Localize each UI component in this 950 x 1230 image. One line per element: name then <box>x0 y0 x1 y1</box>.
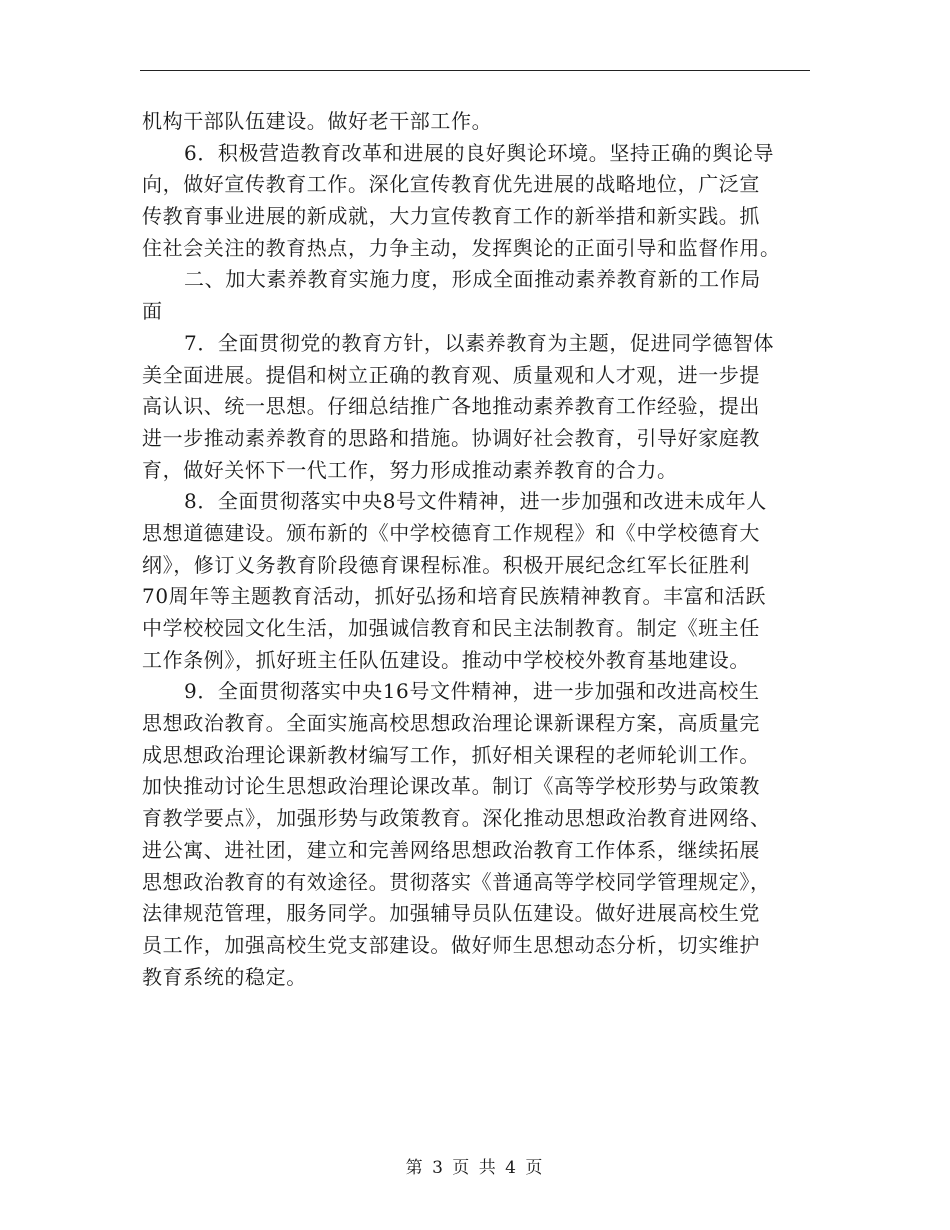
text-line: 员工作，加强高校生党支部建设。做好师生思想动态分析，切实维护 <box>142 932 760 957</box>
text-line: 思想道德建设。颁布新的《中学校德育工作规程》和《中学校德育大 <box>142 520 760 545</box>
text-line: 育教学要点》，加强形势与政策教育。深化推动思想政治教育进网络、 <box>142 806 771 831</box>
text-line: 9．全面贯彻落实中央16号文件精神，进一步加强和改进高校生 <box>184 679 760 704</box>
page-footer: 第 3 页 共 4 页 <box>405 1158 545 1178</box>
text-line: 二、加大素养教育实施力度，形成全面推动素养教育新的工作局 <box>184 267 761 292</box>
text-line: 成思想政治理论课新教材编写工作，抓好相关课程的老师轮训工作。 <box>142 742 760 767</box>
text-line: 住社会关注的教育热点，力争主动，发挥舆论的正面引导和监督作用。 <box>142 235 781 260</box>
header-rule <box>140 70 810 71</box>
text-line: 6．积极营造教育改革和进展的良好舆论环境。坚持正确的舆论导 <box>184 140 775 165</box>
text-line: 教育系统的稳定。 <box>142 964 307 989</box>
text-line: 法律规范管理，服务同学。加强辅导员队伍建设。做好进展高校生党 <box>142 901 760 926</box>
text-line: 传教育事业进展的新成就，大力宣传教育工作的新举措和新实践。抓 <box>142 204 760 229</box>
text-line: 工作条例》，抓好班主任队伍建设。推动中学校校外教育基地建设。 <box>142 647 750 672</box>
text-line: 思想政治教育的有效途径。贯彻落实《普通高等学校同学管理规定》， <box>142 869 771 894</box>
text-line: 思想政治教育。全面实施高校思想政治理论课新课程方案，高质量完 <box>142 711 760 736</box>
text-line: 中学校校园文化生活，加强诚信教育和民主法制教育。制定《班主任 <box>142 616 760 640</box>
text-line: 美全面进展。提倡和树立正确的教育观、质量观和人才观，进一步提 <box>142 362 760 387</box>
text-line: 8．全面贯彻落实中央8号文件精神，进一步加强和改进未成年人 <box>184 489 767 514</box>
text-line: 进公寓、进社团，建立和完善网络思想政治教育工作体系，继续拓展 <box>142 837 760 862</box>
document-body <box>142 106 812 993</box>
text-line: 向，做好宣传教育工作。深化宣传教育优先进展的战略地位，广泛宣 <box>142 172 760 197</box>
text-line: 纲》，修订义务教育阶段德育课程标准。积极开展纪念红军长征胜利 <box>142 552 750 577</box>
text-line: 面 <box>142 299 163 324</box>
text-line: 加快推动讨论生思想政治理论课改革。制订《高等学校形势与政策教 <box>142 774 760 799</box>
text-line: 70周年等主题教育活动，抓好弘扬和培育民族精神教育。丰富和活跃 <box>142 584 767 609</box>
text-line: 7．全面贯彻党的教育方针，以素养教育为主题，促进同学德智体 <box>184 330 775 355</box>
text-line: 机构干部队伍建设。做好老干部工作。 <box>142 109 493 133</box>
text-line: 育，做好关怀下一代工作，努力形成推动素养教育的合力。 <box>142 457 678 482</box>
text-line: 进一步推动素养教育的思路和措施。协调好社会教育，引导好家庭教 <box>142 425 760 450</box>
text-line: 高认识、统一思想。仔细总结推广各地推动素养教育工作经验，提出 <box>142 394 760 419</box>
